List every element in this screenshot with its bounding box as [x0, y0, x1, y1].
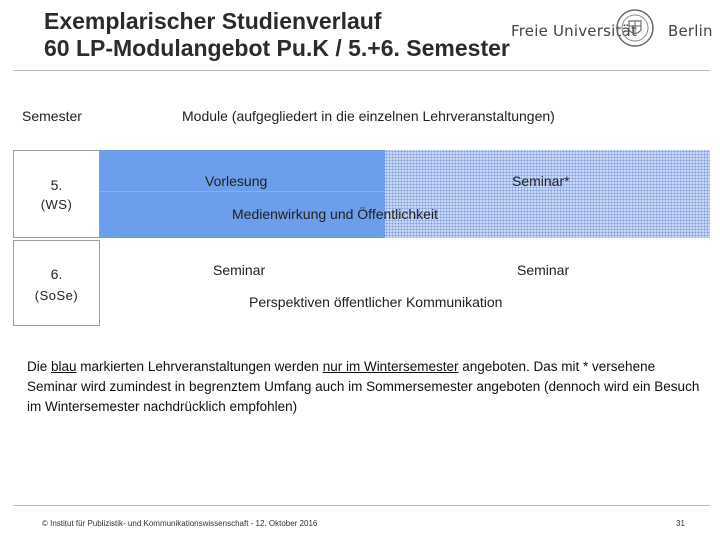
column-header-semester: Semester — [22, 108, 82, 124]
note-highlight-blue: blau — [51, 359, 77, 374]
winter-only-course-block — [100, 150, 385, 238]
semester-term: (WS) — [40, 197, 73, 212]
semester-term: (SoSe) — [34, 288, 79, 303]
note-text: angeboten. Das mit * versehene Seminar wird zumindest in begrenztem Umfang auch im Sommersemester angeboten (dennoch wird ein Besuch im Wintersemester nachdrücklich empfohlen) — [27, 359, 700, 414]
footer-divider — [13, 505, 710, 506]
logo-wordmark-right: Berlin — [668, 22, 713, 40]
semester-cell-5 — [13, 150, 100, 238]
module-row-6 — [100, 240, 710, 326]
note-text: markierten Lehrveranstaltungen werden — [76, 359, 323, 374]
course-seminar: Seminar — [517, 262, 570, 278]
course-seminar: Seminar — [213, 262, 266, 278]
partial-summer-course-block — [385, 150, 710, 238]
column-header-modules: Module (aufgegliedert in die einzelnen Lehrveranstaltungen) — [182, 108, 555, 124]
slide-title — [44, 8, 510, 62]
university-seal-icon — [615, 8, 655, 48]
note-highlight-winter: nur im Wintersemester — [322, 359, 459, 374]
logo-wordmark-left: Freie Universität — [511, 22, 638, 40]
slide-title-line1: Exemplarischer Studienverlauf — [44, 8, 382, 34]
course-seminar-starred: Seminar* — [512, 173, 570, 189]
semester-cell-6 — [13, 240, 100, 326]
course-lecture: Vorlesung — [205, 173, 268, 189]
module-name: Medienwirkung und Öffentlichkeit — [232, 206, 438, 222]
explanatory-note — [27, 357, 707, 417]
slide-title-line2: 60 LP-Modulangebot Pu.K / 5.+6. Semester — [44, 35, 510, 61]
module-name: Perspektiven öffentlicher Kommunikation — [249, 294, 503, 310]
header-divider — [13, 70, 710, 71]
semester-number: 5. — [50, 177, 63, 193]
course-divider — [100, 191, 385, 192]
note-text: Die — [27, 359, 52, 374]
fu-berlin-logo — [511, 8, 711, 48]
footer-credit: © Institut für Publizistik- und Kommunikationswissenschaft - 12. Oktober 2016 — [42, 519, 318, 528]
page-number: 31 — [676, 519, 685, 528]
semester-number: 6. — [50, 266, 63, 282]
